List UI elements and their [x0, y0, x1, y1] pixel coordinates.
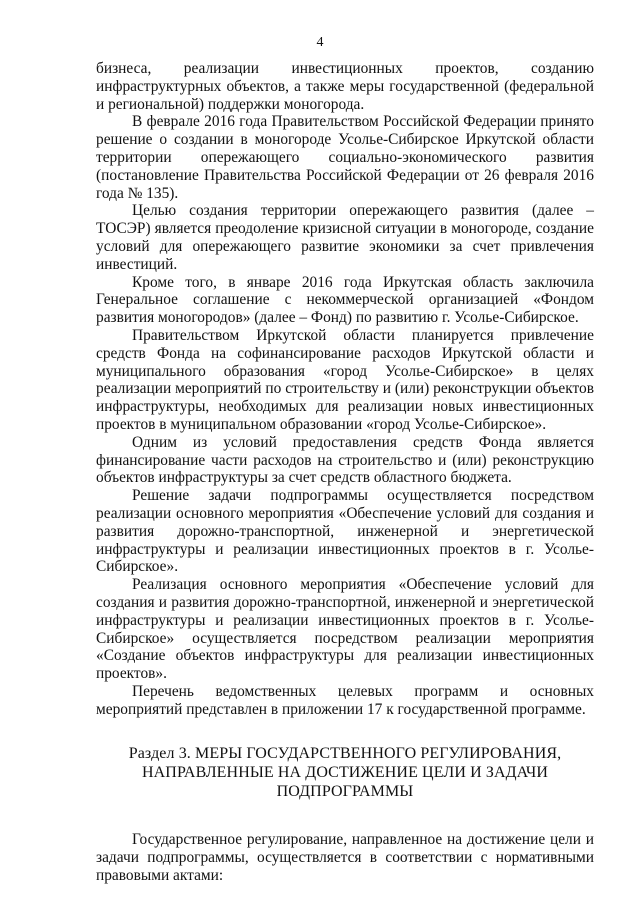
paragraph-tosr-decision: В феврале 2016 года Правительством Российской Федерации принято решение о создании в моногороде Усолье-Сибирское Иркутской области территории опережающего социально-экономического развития (постановление Правительства Российской Федерации от 26 февраля 2016 года № 135). [96, 113, 594, 202]
section-heading-line: ПОДПРОГРАММЫ [276, 783, 414, 801]
paragraph-fund-financing: Правительством Иркутской области планируется привлечение средств Фонда на софинансирование расходов Иркутской области и муниципального образования «город Усолье-Сибирское» в целях реализации мероприятий по строительству и (или) реконструкции объектов инфраструктуры, необходимых для реализации новых инвестиционных проектов в муниципальном образовании «город Усолье-Сибирское». [96, 326, 594, 433]
page-number: 4 [316, 35, 324, 50]
section-heading [96, 744, 594, 801]
paragraph-continuation: бизнеса, реализации инвестиционных проектов, созданию инфраструктурных объектов, а также меры государственной (федеральной и региональной) поддержки моногорода. [96, 60, 594, 113]
section-heading-line: Раздел 3. МЕРЫ ГОСУДАРСТВЕННОГО РЕГУЛИРОВАНИЯ, [128, 745, 562, 763]
paragraph-regulation: Государственное регулирование, направленное на достижение цели и задачи подпрограммы, осуществляется в соответствии с нормативными правовыми актами: [96, 831, 594, 885]
paragraph-task-solution: Решение задачи подпрограммы осуществляется посредством реализации основного мероприятия «Обеспечение условий для создания и развития дорожно-транспортной, инженерной и энергетической инфраструктуры и реализации инвестиционных проектов в г. Усолье-Сибирское». [96, 487, 594, 576]
paragraph-fund-condition: Одним из условий предоставления средств Фонда является финансирование части расходов на строительство и (или) реконструкцию объектов инфраструктуры за счет средств областного бюджета. [96, 433, 594, 487]
paragraph-program-list: Перечень ведомственных целевых программ и основных мероприятий представлен в приложении 17 к государственной программе. [96, 682, 594, 718]
section-heading-line: НАПРАВЛЕННЫЕ НА ДОСТИЖЕНИЕ ЦЕЛИ И ЗАДАЧИ [142, 764, 548, 782]
paragraph-fund-agreement: Кроме того, в январе 2016 года Иркутская область заключила Генеральное соглашение с некоммерческой организацией «Фондом развития моногородов» (далее – Фонд) по развитию г. Усолье-Сибирское. [96, 273, 594, 327]
paragraph-tosr-goal: Целью создания территории опережающего развития (далее – ТОСЭР) является преодоление кризисной ситуации в моногороде, создание условий для опережающего развитие экономики за счет привлечения инвестиций. [96, 202, 594, 273]
document-body [96, 60, 594, 885]
paragraph-main-activity: Реализация основного мероприятия «Обеспечение условий для создания и развития дорожно-транспортной, инженерной и энергетической инфраструктуры и реализации инвестиционных проектов в г. Усолье-Сибирское» осуществляется посредством реализации мероприятия «Создание объектов инфраструктуры для реализации инвестиционных проектов». [96, 576, 594, 683]
